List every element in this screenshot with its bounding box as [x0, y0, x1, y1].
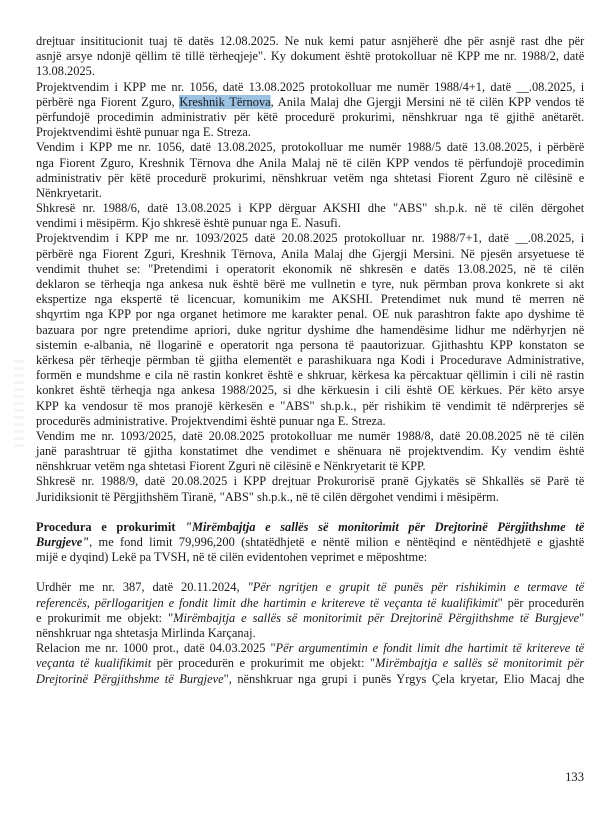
text-line [36, 95, 584, 110]
text-line [36, 535, 584, 550]
highlighted-name[interactable]: Kreshnik Tërnova [179, 94, 271, 109]
text-line: Projektvendim i KPP me nr. 1056, datë 13.08.2025 protokolluar me numër 1988/4+1, datë __.08.2025, i [36, 79, 585, 94]
text-segment: " [579, 610, 585, 625]
text-line [36, 656, 584, 671]
text-line: vendimi i mësipërm. Kjo shkresë është punuar nga E. Nasufi. [36, 216, 341, 231]
text-line: vendimit thuhet se: "Pretendimi i operatorit ekonomik në shkresën e datës 13.08.2025, në të cilën [36, 261, 585, 276]
text-line: nënshkruar nga shtetasja Mirlinda Karçanaj. [36, 625, 256, 640]
text-line: asnjë arsye ndonjë qëllim të tillë tërheqjeje". Ky dokument është protokolluar në KPP me nr. 1988/2, datë [36, 49, 585, 64]
text-line: mijë e dyqind) Lekë pa TVSH, në të cilën evidentohen veprimet e mëposhtme: [36, 550, 428, 565]
text-segment-italic: Mirëmbajtja e sallës së monitorimit për Drejtorinë Përgjithshme të Burgjeve [173, 610, 580, 625]
paragraph-projektvendim-1056 [36, 80, 592, 141]
text-line: Nënkryetarit. [36, 185, 102, 200]
document-page [36, 34, 592, 687]
procedure-title-cont: Burgjeve" [36, 535, 90, 549]
procedure-heading [36, 520, 592, 566]
paragraph-previous-letter-quote [36, 34, 592, 80]
text-line: administrativ për këtë procedurë prokurimi, nënshkruar vetëm nga shtetasi Fiorent Zguro në cilësinë e [36, 170, 585, 185]
text-line [36, 641, 584, 656]
text-line: përbërë nga Fiorent Zguri, Kreshnik Tërnova, Anila Malaj dhe Gjergji Mersini. Në pjesën arsyetuese të [36, 246, 585, 261]
text-line: Vendim i KPP me nr. 1056, datë 13.08.2025, protokolluar me numër 1988/5 datë 13.08.2025, i përbërë [36, 140, 585, 155]
text-segment-italic: referencës, përllogaritjen e fondit limit dhe hartimin e kritereve të veçanta të kualifikimit [36, 595, 498, 610]
text-line [36, 672, 584, 687]
text-segment-italic: Për argumentimin e fondit limit dhe hartimit të kritereve të [275, 641, 585, 656]
text-segment-italic: Drejtorinë Përgjithshme të Burgjeve [36, 671, 224, 686]
text-segment: " për procedurën [497, 595, 585, 610]
text-line [36, 580, 584, 595]
text-segment: , Anila Malaj dhe Gjergji Mersini në të cilën KPP vendos të [270, 94, 585, 109]
text-line: Projektvendimi është punuar nga E. Streza. [36, 125, 251, 140]
scan-artifact [14, 360, 24, 450]
text-line: përfundojë procedimin administrativ për këtë procedurë prokurimi, nënshkruar nga të gjithë anëtarët. [36, 109, 585, 124]
procedure-title: "Mirëmbajtja e sallës së monitorimit për Drejtorinë Përgjithshme të [185, 519, 585, 534]
text-line: KPP ka vendosur të mos pranojë kërkesën e "ABS" sh.p.k., për rishikim të vendimit të ndërprerjes së [36, 398, 585, 413]
text-line: konkret është tërheqja nga ankesa 1988/2025, si dhe kërkuesin i cili është OE kërkues. Për këto arsye [36, 383, 585, 398]
text-segment: , me fond limit 79,996,200 (shtatëdhjetë e nëntë milion e nëntëqind e nëntëdhjetë e gjashtë [89, 535, 585, 549]
spacer [36, 565, 592, 580]
page-number: 133 [565, 770, 584, 784]
text-segment-italic: "Për ngritjen e grupit të punës për rishikimin e termave të [247, 580, 585, 595]
text-line: deklaron se tërheqja nga ankesa nuk është bërë me vullnetin e tyre, nuk përmban prova konkrete si akt [36, 277, 585, 291]
paragraph-vendim-1093 [36, 429, 592, 475]
text-segment: Urdhër me nr. 387, datë 20.11.2024, [36, 580, 248, 595]
text-line: kërkesa për tërheqje përmban të gjitha elementët e parashikuara nga Kodi i Procedurave Administrative, [36, 352, 585, 367]
text-line: janë parashtruar të gjitha konstatimet dhe vendimet e shënuara në projektvendim. Ky vendim është [36, 444, 585, 459]
paragraph-shkrese-1988-9 [36, 474, 592, 504]
text-line: formën e mundshme e cila në rastin konkret është e shkruar, kërkesa ka përcaktuar qëllimin i cili në rastin [36, 368, 585, 383]
text-segment: përbërë nga Fiorent Zguro, [36, 94, 180, 109]
procedure-label: Procedura e prokurimit [36, 519, 186, 534]
text-line [36, 596, 584, 611]
text-segment: Relacion me nr. 1000 prot., datë 04.03.2025 " [36, 641, 276, 656]
text-line [36, 611, 584, 626]
text-segment-italic: veçanta të kualifikimit [36, 656, 152, 671]
paragraph-vendim-1056 [36, 140, 592, 201]
text-segment-italic: Mirëmbajtja e sallës së monitorimit për [375, 656, 585, 671]
text-line: procedurës administrative. Projektvendimi është punuar nga E. Streza. [36, 413, 386, 428]
text-line: Juridiksionit të Përgjithshëm Tiranë, "ABS" sh.p.k., në të cilën dërgohet vendimi i mësipërm. [36, 489, 499, 504]
paragraph-projektvendim-1093 [36, 231, 592, 428]
text-line: sistemin e-albania, në llogarinë e operatorit nga persona të paautorizuar. Gjithashtu KPP konstaton se [36, 337, 585, 352]
paragraph-relacion-1000 [36, 641, 592, 687]
text-line [36, 520, 584, 535]
spacer [36, 505, 592, 520]
text-line: 13.08.2025. [36, 64, 95, 79]
text-line: ekspertize nga ekspertë të licencuar, komunikim me AKSHI. Pretendimet nuk mund të merren në [36, 292, 585, 307]
text-line: Vendim me nr. 1093/2025, datë 20.08.2025 protokolluar me numër 1988/8, datë 20.08.2025 në të cilën [36, 428, 585, 443]
text-line: nga Fiorent Zguro, Kreshnik Tërnova dhe Anila Malaj në të cilën KPP vendos të përfundojë procedimin [36, 155, 585, 170]
text-line: bazuara por ngre pretendime apriori, duke ngritur dyshime dhe hamendësime lidhur me ndërhyrjen në [36, 322, 585, 337]
text-segment: për procedurën e prokurimit me objekt: " [151, 656, 376, 671]
text-segment: e prokurimit me objekt: " [36, 610, 174, 625]
text-line: drejtuar insititucionit tuaj të datës 12.08.2025. Ne nuk kemi patur asnjëherë dhe për asnjë rast dhe për [36, 34, 585, 48]
paragraph-urdher-387 [36, 580, 592, 641]
text-line: Projektvendim i KPP me nr. 1093/2025 datë 20.08.2025 protokolluar nr. 1988/7+1, datë __.08.2025, i [36, 231, 585, 246]
text-line: Shkresë nr. 1988/9, datë 20.08.2025 i KPP drejtuar Prokurorisë pranë Gjykatës së Shkallës së Parë të [36, 474, 585, 489]
text-line: nënshkruar vetëm nga shtetasi Fiorent Zguri në cilësinë e Nënkryetarit të KPP. [36, 459, 426, 474]
text-segment: ", nënshkruar nga grupi i punës Yrgys Çela kryetar, Elio Macaj dhe [223, 671, 585, 686]
paragraph-shkrese-1988-6 [36, 201, 592, 231]
text-line: shqyrtim nga KPP por nga organet hetimore me karakter penal. OE nuk parashtron fakte apo dyshime të [36, 307, 585, 322]
text-line: Shkresë nr. 1988/6, datë 13.08.2025 i KPP dërguar AKSHI dhe "ABS" sh.p.k. në të cilën dërgohet [36, 201, 585, 216]
